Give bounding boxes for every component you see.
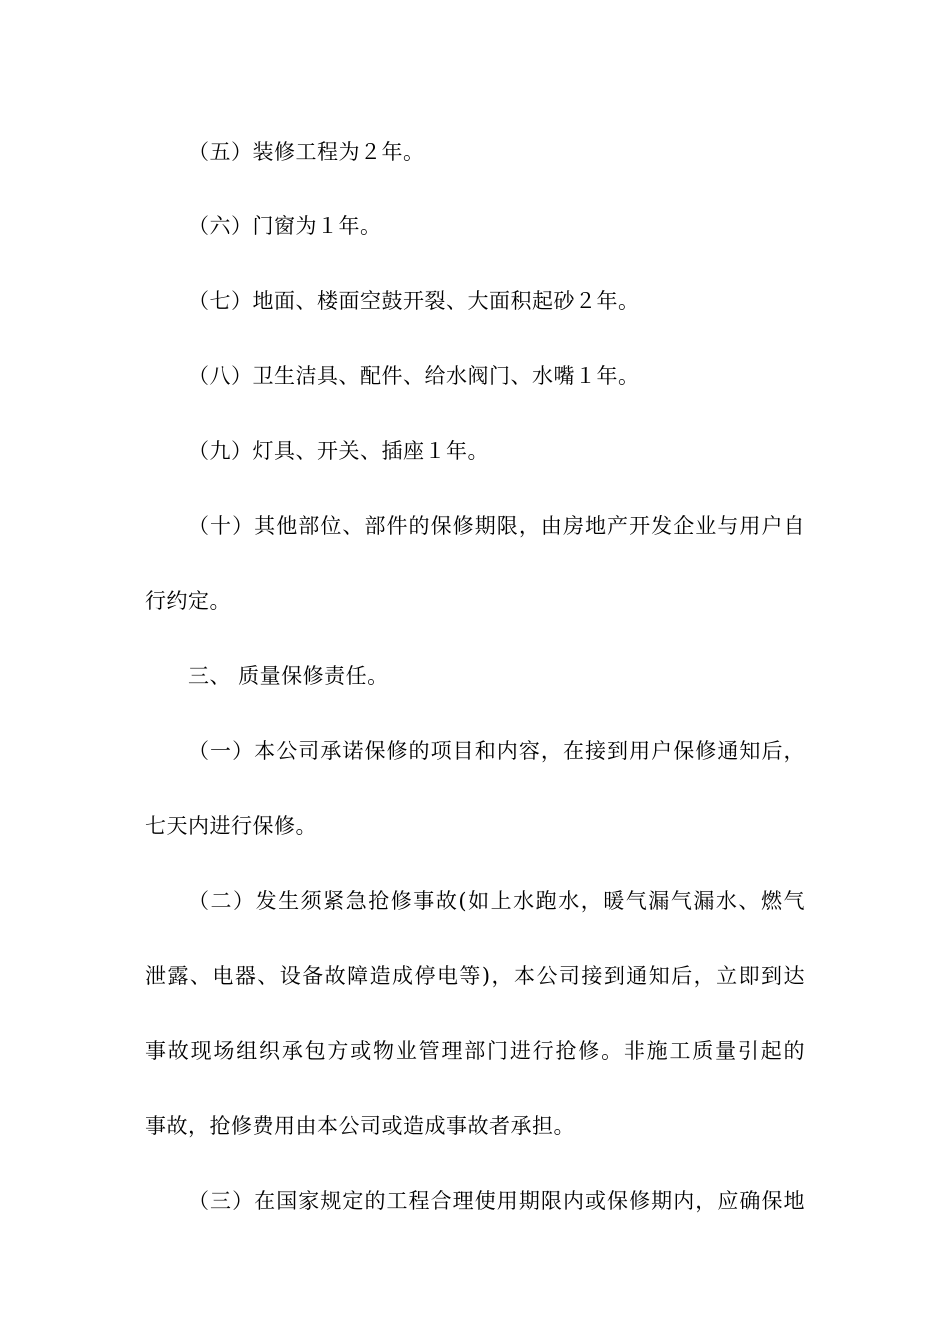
clause-2-line1: （二）发生须紧急抢修事故(如上水跑水，暖气漏气漏水、燃气 <box>188 889 805 913</box>
clause-8-sanitary: （八）卫生洁具、配件、给水阀门、水嘴１年。 <box>188 364 640 388</box>
clause-9-lighting: （九）灯具、开关、插座１年。 <box>188 439 489 463</box>
clause-3-line1: （三）在国家规定的工程合理使用期限内或保修期内，应确保地 <box>188 1189 805 1213</box>
clause-2-line2: 泄露、电器、设备故障造成停电等)，本公司接到通知后，立即到达 <box>145 964 805 988</box>
clause-1-line1: （一）本公司承诺保修的项目和内容，在接到用户保修通知后， <box>188 739 805 763</box>
section-3-heading: 三、 质量保修责任。 <box>188 664 389 688</box>
clause-10-other-line1: （十）其他部位、部件的保修期限，由房地产开发企业与用户自 <box>188 514 805 538</box>
clause-2-line3: 事故现场组织承包方或物业管理部门进行抢修。非施工质量引起的 <box>145 1039 805 1063</box>
clause-10-other-line2: 行约定。 <box>145 589 231 613</box>
clause-2-line4: 事故，抢修费用由本公司或造成事故者承担。 <box>145 1114 575 1138</box>
clause-6-doors-windows: （六）门窗为１年。 <box>188 214 382 238</box>
clause-1-line2: 七天内进行保修。 <box>145 814 317 838</box>
clause-5-decoration: （五）装修工程为２年。 <box>188 140 425 164</box>
clause-7-floors: （七）地面、楼面空鼓开裂、大面积起砂２年。 <box>188 289 640 313</box>
